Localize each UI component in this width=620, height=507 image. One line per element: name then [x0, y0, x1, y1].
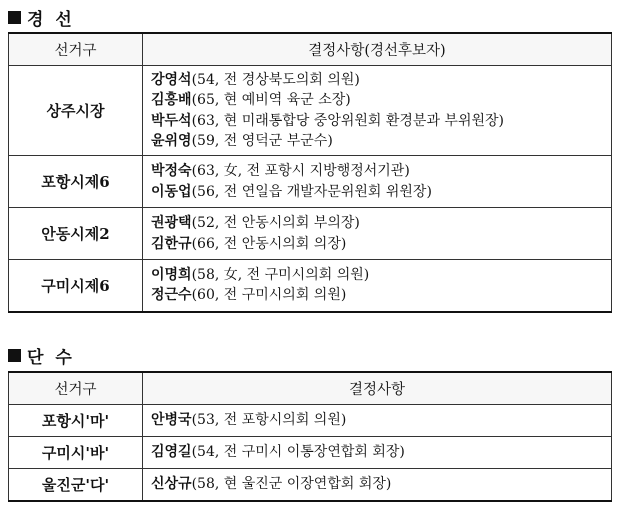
candidate-info: (63, 현 미래통합당 중앙위원회 환경분과 부위원장) [191, 112, 504, 129]
candidate-info: (66, 전 안동시의회 의장) [191, 235, 347, 252]
candidate-name: 신상규 [151, 476, 192, 492]
candidate-info: (53, 전 포항시의회 의원) [191, 412, 347, 429]
candidate-info: (60, 전 구미시의회 의원) [191, 287, 347, 304]
square-bullet-icon [8, 11, 21, 24]
header-district: 선거구 [9, 33, 143, 66]
table-row [9, 437, 612, 469]
candidate-name: 이동업 [151, 183, 192, 200]
candidate-line [151, 161, 603, 182]
candidate-info: (52, 전 안동시의회 부의장) [191, 215, 360, 231]
table-row [9, 156, 612, 208]
table-row [9, 260, 612, 312]
candidate-name: 김영길 [151, 444, 192, 461]
table-row [9, 469, 612, 501]
table-row [9, 66, 612, 156]
candidate-line [151, 410, 603, 431]
candidate-line [151, 90, 603, 111]
district-cell: 포항시'마' [9, 405, 143, 437]
candidate-line [151, 131, 603, 152]
candidate-info: (63, 女, 전 포항시 지방행정서기관) [191, 163, 410, 179]
district-cell: 구미시제6 [9, 260, 143, 312]
candidate-line [151, 442, 603, 463]
candidate-name: 강영석 [151, 71, 192, 88]
section-title-single: 단 수 [8, 343, 75, 368]
candidate-info: (58, 女, 전 구미시의회 의원) [191, 266, 370, 283]
candidate-info: (56, 전 연일읍 개발자문위원회 위원장) [191, 183, 432, 200]
candidate-line [151, 111, 603, 132]
candidate-name: 안병국 [151, 412, 192, 429]
header-decision: 결정사항(경선후보자) [143, 33, 612, 66]
header-district: 선거구 [9, 372, 143, 405]
table-row [9, 208, 612, 260]
primary-candidates-table [8, 32, 612, 313]
candidate-name: 김한규 [151, 235, 192, 252]
candidate-line [151, 474, 603, 495]
district-cell: 구미시'바' [9, 437, 143, 469]
candidate-line [151, 213, 603, 234]
candidate-line [151, 70, 603, 91]
candidate-info: (54, 전 구미시 이통장연합회 회장) [191, 444, 405, 461]
decision-cell [143, 405, 612, 437]
candidate-line [151, 285, 603, 306]
district-cell: 울진군'다' [9, 469, 143, 501]
single-candidate-table [8, 371, 612, 502]
section-title-primary: 경 선 [8, 5, 75, 30]
decision-cell [143, 208, 612, 260]
candidate-name: 정근수 [151, 287, 192, 304]
candidate-name: 권광택 [151, 215, 192, 231]
table-header-row [9, 33, 612, 66]
candidate-info: (59, 전 영덕군 부군수) [191, 133, 333, 149]
district-cell: 안동시제2 [9, 208, 143, 260]
candidate-name: 박두석 [151, 112, 192, 129]
candidate-name: 김홍배 [151, 92, 192, 108]
candidate-line [151, 234, 603, 255]
table-row [9, 405, 612, 437]
district-cell: 포항시제6 [9, 156, 143, 208]
candidate-name: 이명희 [151, 266, 192, 283]
district-cell: 상주시장 [9, 66, 143, 156]
table-header-row [9, 372, 612, 405]
square-bullet-icon [8, 349, 21, 362]
candidate-name: 박정숙 [151, 163, 192, 179]
candidate-info: (65, 현 예비역 육군 소장) [191, 92, 351, 108]
decision-cell [143, 156, 612, 208]
decision-cell [143, 469, 612, 501]
decision-cell [143, 437, 612, 469]
decision-cell [143, 260, 612, 312]
candidate-info: (58, 현 울진군 이장연합회 회장) [191, 476, 392, 492]
candidate-name: 윤위영 [151, 133, 192, 149]
decision-cell [143, 66, 612, 156]
header-decision: 결정사항 [143, 372, 612, 405]
candidate-line [151, 182, 603, 203]
candidate-info: (54, 전 경상북도의회 의원) [191, 71, 360, 88]
candidate-line [151, 265, 603, 286]
